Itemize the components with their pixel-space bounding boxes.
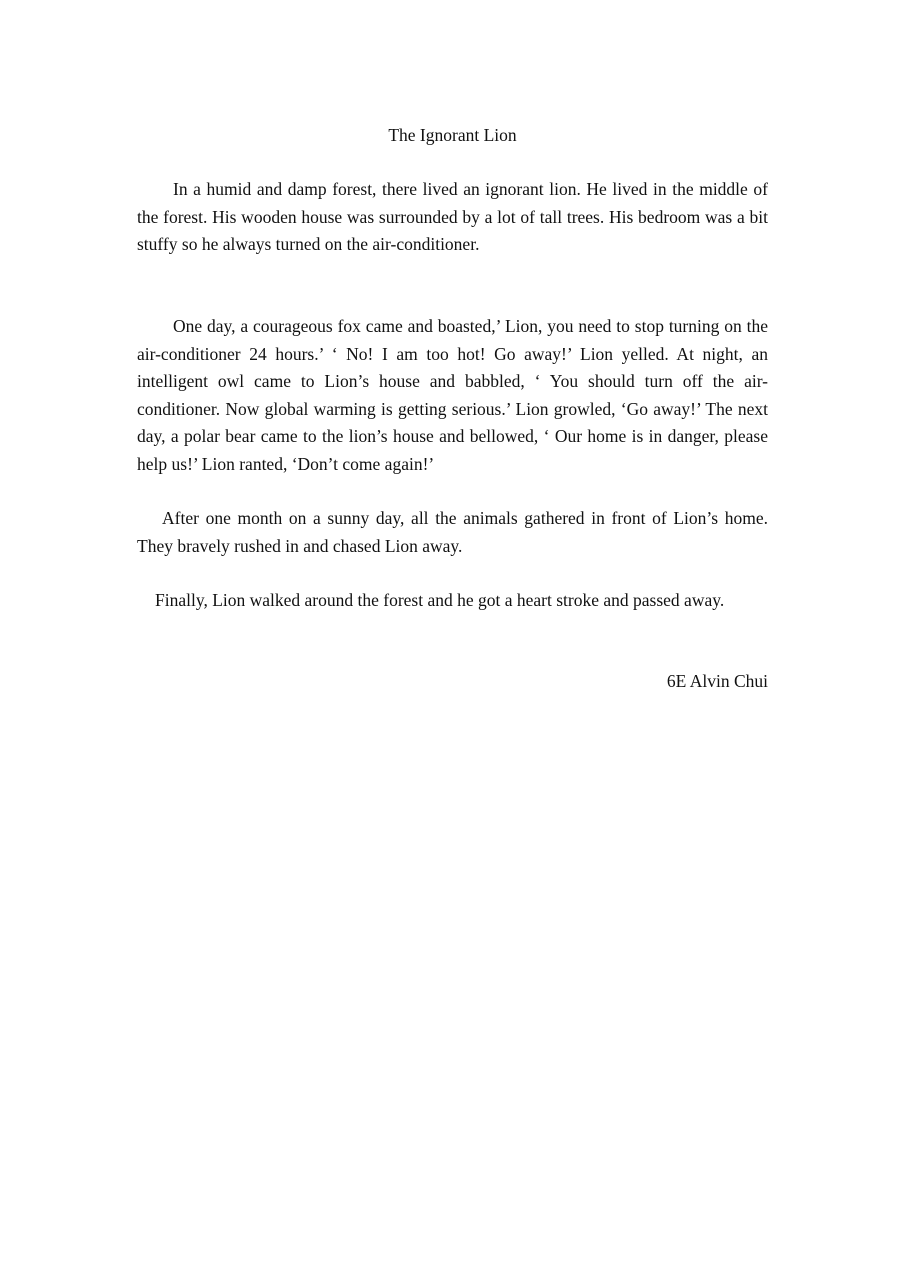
story-paragraph-4: Finally, Lion walked around the forest and he got a heart stroke and passed away.: [155, 590, 725, 610]
story-paragraph-2: One day, a courageous fox came and boasted,’ Lion, you need to stop turning on the air-conditioner 24 hours.’ ‘ No! I am too hot! Go away!’ Lion yelled. At night, an intelligent owl came to Lion’s house and babbled, ‘ You should turn off the air-conditioner. Now global warming is getting serious.’ Lion growled, ‘Go away!’ The next day, a polar bear came to the lion’s house and bellowed, ‘ Our home is in danger, please help us!’ Lion ranted, ‘Don’t come again!’: [137, 316, 768, 474]
story-paragraph-1: In a humid and damp forest, there lived an ignorant lion. He lived in the middle of the forest. His wooden house was surrounded by a lot of tall trees. His bedroom was a bit stuffy so he always turned on the air-conditioner.: [137, 179, 768, 254]
story-title: The Ignorant Lion: [388, 125, 517, 145]
author-signature: 6E Alvin Chui: [666, 671, 768, 691]
story-paragraph-3: After one month on a sunny day, all the animals gathered in front of Lion’s home. They bravely rushed in and chased Lion away.: [137, 508, 768, 556]
